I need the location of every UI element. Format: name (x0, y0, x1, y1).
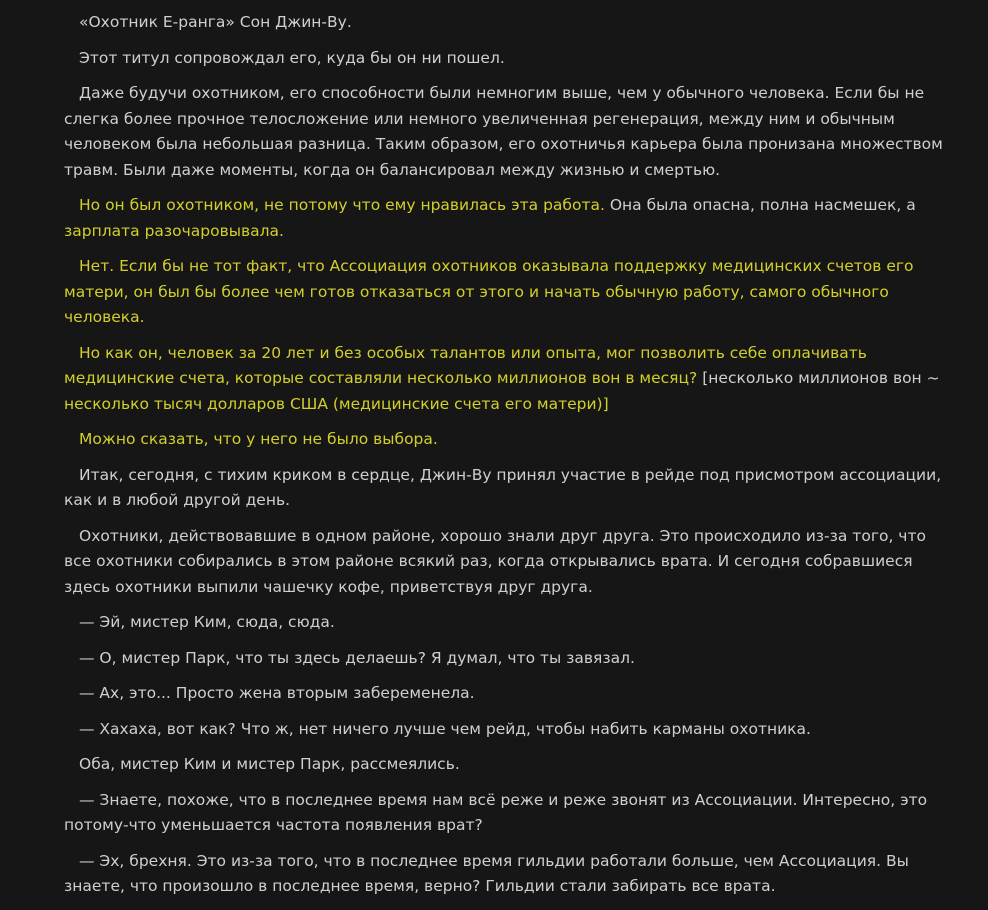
paragraph: Итак, сегодня, с тихим криком в сердце, Джин-Ву принял участие в рейде под присмотром ассоциации, как и в любой другой день. (64, 465, 942, 509)
dialogue-line: — Эх, брехня. Это из-за того, что в последнее время гильдии работали больше, чем Ассоциация. Вы знаете, что произошло в последнее время, верно? Гильдии стали забирать все врата. (64, 851, 909, 895)
highlighted-text: несколько тысяч долларов США (медицинские счета его матери)] (64, 394, 609, 413)
highlighted-text: Но как он, человек за 20 лет и без особых талантов или опыта, мог позволить себе оплачивать медицинские счета, которые составляли несколько миллионов вон в месяц? (64, 343, 867, 387)
dialogue-line: — Знаете, похоже, что в последнее время нам всё реже и реже звонят из Ассоциации. Интересно, это потому-что уменьшается частота появления врат? (64, 790, 928, 834)
plain-text: Она была опасна, полна насмешек, а (604, 196, 916, 214)
chapter-text (64, 10, 944, 910)
dialogue-line: — О, мистер Парк, что ты здесь делаешь? Я думал, что ты завязал. (79, 648, 635, 667)
paragraph: Оба, мистер Ким и мистер Парк, рассмеялись. (79, 755, 460, 773)
highlighted-paragraph (64, 341, 944, 418)
highlighted-text: зарплата разочаровывала. (64, 221, 284, 240)
highlighted-paragraph: Можно сказать, что у него не было выбора. (79, 430, 438, 448)
plain-text: [несколько миллионов вон ~ (697, 369, 940, 387)
highlighted-paragraph: Нет. Если бы не тот факт, что Ассоциация охотников оказывала поддержку медицинских счетов его матери, он был бы более чем готов отказаться от этого и начать обычную работу, самого обычного человека. (64, 257, 914, 326)
paragraph: Этот титул сопровождал его, куда бы он ни пошел. (79, 48, 505, 67)
dialogue-line: — Ах, это... Просто жена вторым забеременела. (79, 684, 475, 702)
dialogue-line: — Эй, мистер Ким, сюда, сюда. (79, 613, 335, 631)
highlighted-text: Но он был охотником, не потому что ему нравилась эта работа. (79, 196, 605, 214)
paragraph: Охотники, действовавшие в одном районе, хорошо знали друг друга. Это происходило из-за того, что все охотники собирались в этом районе всякий раз, когда открывались врата. И сегодня собравшиеся здесь охотники выпили чашечку кофе, приветствуя друг друга. (64, 526, 926, 596)
dialogue-line: — Хахаха, вот как? Что ж, нет ничего лучше чем рейд, чтобы набить карманы охотника. (79, 719, 811, 738)
paragraph: Даже будучи охотником, его способности были немногим выше, чем у обычного человека. Если бы не слегка более прочное телосложение или немного увеличенная регенерация, между ним и обычным человеком была небольшая разница. Таким образом, его охотничья карьера была пронизана множеством травм. Были даже моменты, когда он балансировал между жизнью и смертью. (64, 84, 943, 179)
paragraph: «Охотник Е-ранга» Сон Джин-Ву. (79, 13, 352, 31)
highlighted-paragraph (64, 193, 944, 244)
